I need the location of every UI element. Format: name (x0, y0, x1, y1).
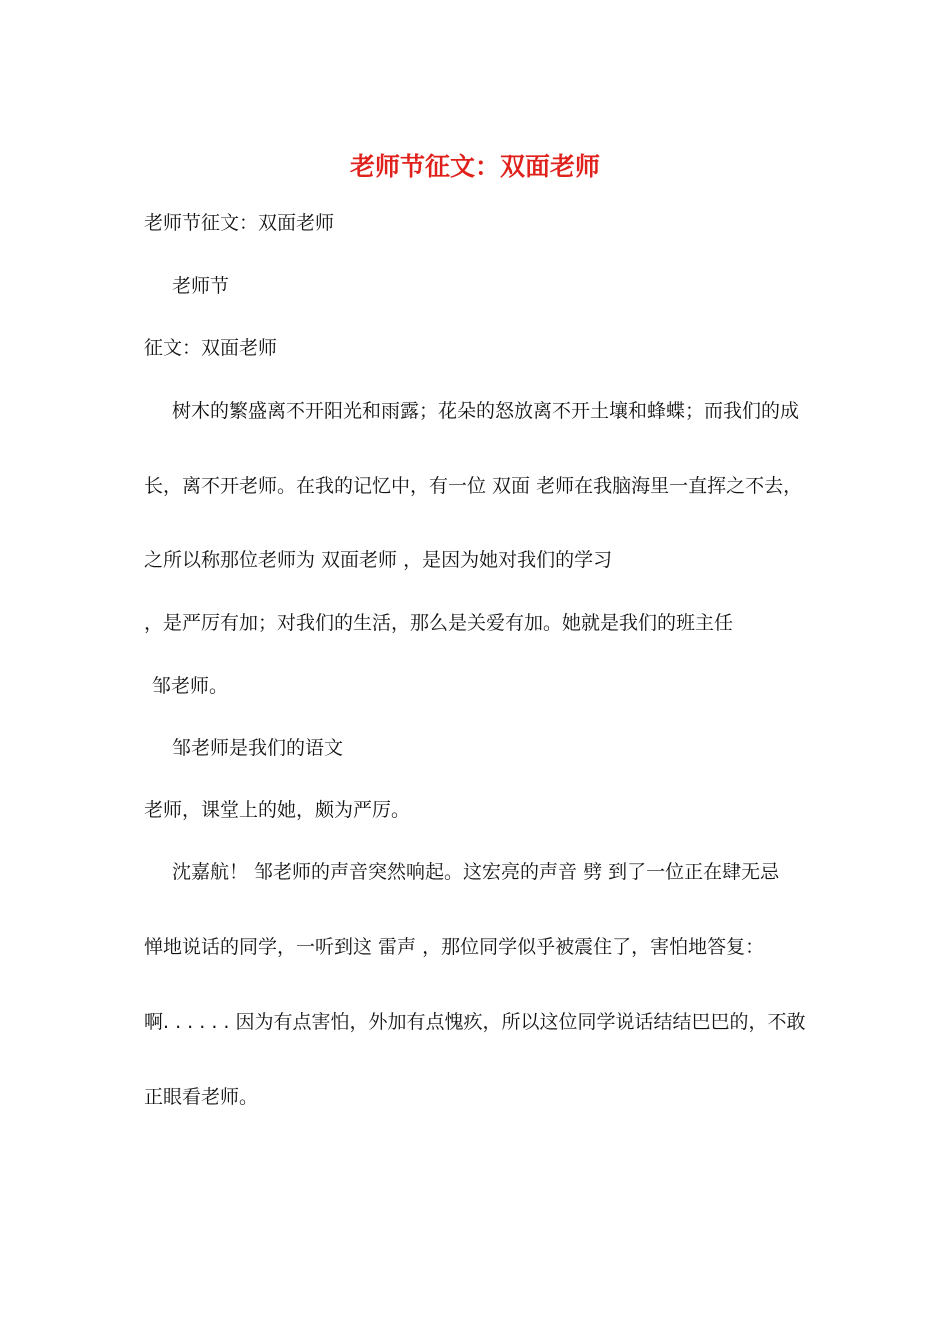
text-line: 长，离不开老师。在我的记忆中，有一位 双面 老师在我脑海里一直挥之不去， (144, 475, 803, 497)
text-line: 正眼看老师。 (144, 1086, 259, 1108)
text-line: 邹老师是我们的语文 (172, 737, 344, 759)
text-line: 老师节 (172, 275, 230, 297)
text-line: 啊. . . . . . 因为有点害怕，外加有点愧疚，所以这位同学说话结结巴巴的，不敢 (144, 1011, 806, 1033)
text-line: 沈嘉航！ 邹老师的声音突然响起。这宏亮的声音 劈 到了一位正在肆无忌 (172, 861, 780, 883)
text-line: 老师，课堂上的她，颇为严厉。 (144, 799, 411, 821)
text-line: 邹老师。 (152, 675, 229, 697)
text-line: 树木的繁盛离不开阳光和雨露；花朵的怒放离不开土壤和蜂蝶；而我们的成 (172, 400, 800, 422)
text-line: 惮地说话的同学，一听到这 雷声 ，那位同学似乎被震住了，害怕地答复： (144, 936, 765, 958)
text-line: 之所以称那位老师为 双面老师 ，是因为她对我们的学习 (144, 549, 613, 571)
text-line: 征文：双面老师 (144, 337, 278, 359)
document-title: 老师节征文：双面老师 (349, 152, 600, 181)
text-line-subtitle: 老师节征文：双面老师 (144, 212, 335, 234)
text-line: ，是严厉有加；对我们的生活，那么是关爱有加。她就是我们的班主任 (144, 612, 734, 634)
